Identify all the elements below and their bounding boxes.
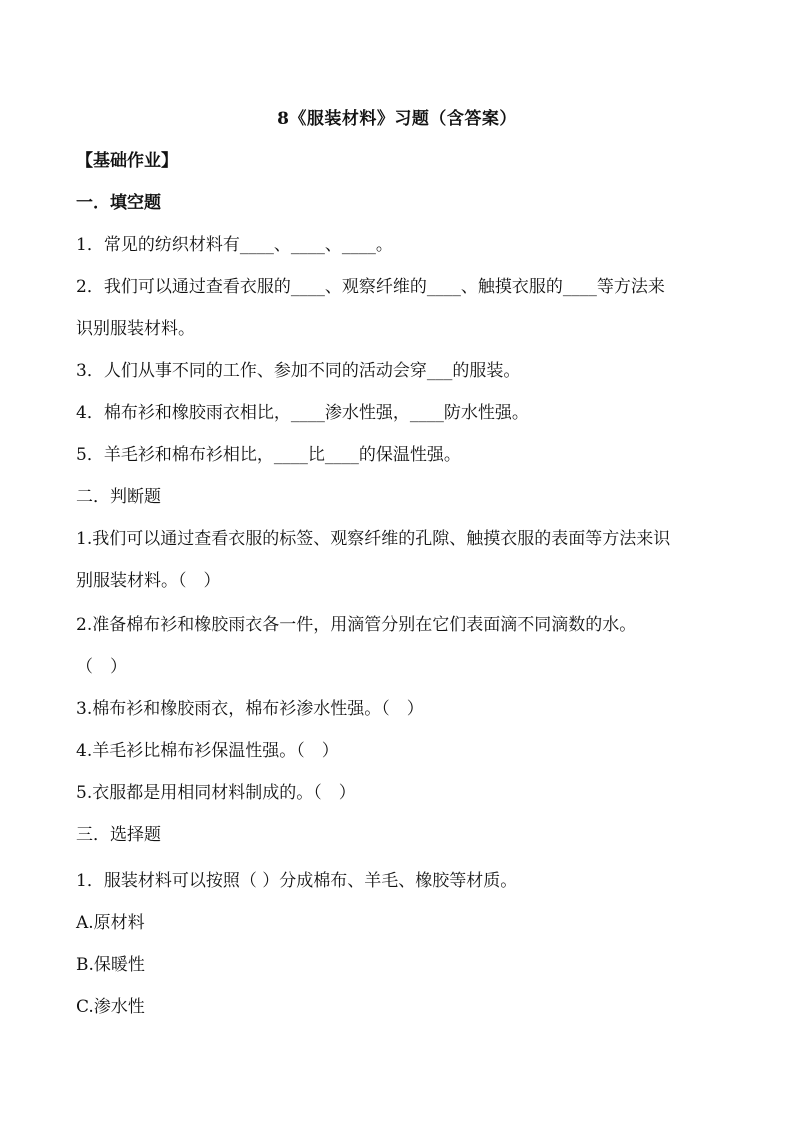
fill-blank-question-2: 2．我们可以通过查看衣服的____、观察纤维的____、触摸衣服的____等方法来 xyxy=(76,277,665,297)
fill-blank-question-4: 4．棉布衫和橡胶雨衣相比，____渗水性强，____防水性强。 xyxy=(76,403,529,423)
true-false-question-1-cont: 别服装材料。（ ） xyxy=(76,571,221,591)
section-fill-blank-heading: 一．填空题 xyxy=(76,193,161,213)
true-false-question-3: 3.棉布衫和橡胶雨衣，棉布衫渗水性强。（ ） xyxy=(76,699,424,719)
choice-option-a: A.原材料 xyxy=(76,913,145,933)
basic-homework-heading: 【基础作业】 xyxy=(76,151,178,171)
page-title: 8《服装材料》习题（含答案） xyxy=(277,109,517,129)
fill-blank-question-3: 3．人们从事不同的工作、参加不同的活动会穿___的服装。 xyxy=(76,361,521,381)
choice-option-b: B.保暖性 xyxy=(76,955,145,975)
choice-option-c: C.渗水性 xyxy=(76,997,145,1017)
fill-blank-question-2-cont: 识别服装材料。 xyxy=(76,319,195,339)
section-multiple-choice-heading: 三．选择题 xyxy=(76,825,161,845)
fill-blank-question-1: 1．常见的纺织材料有____、____、____。 xyxy=(76,235,393,255)
choice-question-1: 1．服装材料可以按照（ ）分成棉布、羊毛、橡胶等材质。 xyxy=(76,871,518,891)
fill-blank-question-5: 5．羊毛衫和棉布衫相比，____比____的保温性强。 xyxy=(76,445,461,465)
true-false-question-1: 1.我们可以通过查看衣服的标签、观察纤维的孔隙、触摸衣服的表面等方法来识 xyxy=(76,529,671,549)
true-false-question-2-cont: （ ） xyxy=(76,657,127,677)
true-false-question-2: 2.准备棉布衫和橡胶雨衣各一件，用滴管分别在它们表面滴不同滴数的水。 xyxy=(76,615,637,635)
true-false-question-5: 5.衣服都是用相同材料制成的。（ ） xyxy=(76,783,356,803)
section-true-false-heading: 二．判断题 xyxy=(76,487,161,507)
true-false-question-4: 4.羊毛衫比棉布衫保温性强。（ ） xyxy=(76,741,339,761)
